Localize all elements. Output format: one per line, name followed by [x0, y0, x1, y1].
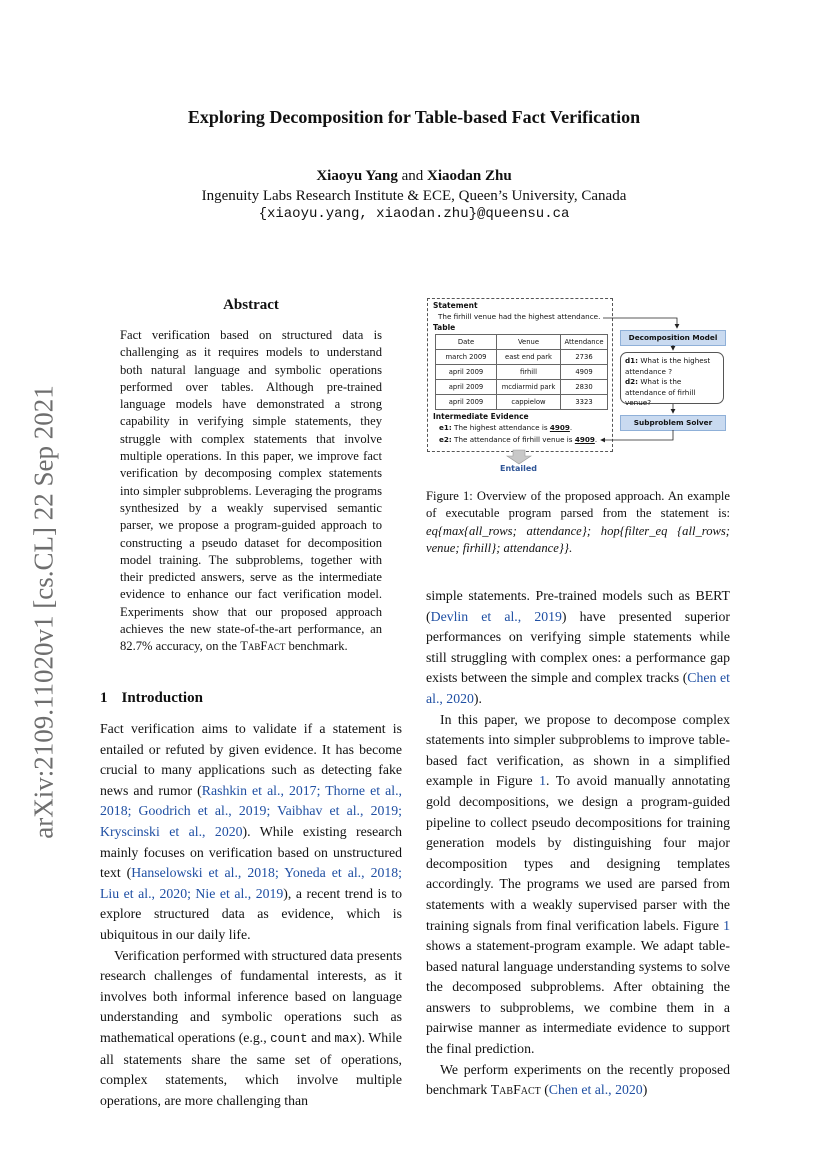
abstract-body — [120, 327, 382, 656]
entailed-label: Entailed — [500, 464, 538, 473]
evidence-e1: e1: The highest attendance is 4909. — [439, 423, 573, 432]
statement-label: Statement — [433, 301, 478, 310]
table-row: march 2009 east end park 2736 — [436, 350, 608, 365]
subproblem-d1: d1: What is the highest attendance ? — [625, 356, 711, 376]
figure-arrows — [427, 296, 737, 481]
author-conjunction: and — [401, 168, 424, 184]
section-number: 1 — [100, 690, 108, 706]
citation-link[interactable]: Devlin et al., 2019 — [430, 608, 562, 624]
abstract-end: benchmark. — [285, 639, 348, 654]
author-1: Xiaoyu Yang — [316, 168, 398, 184]
abstract-heading: Abstract — [223, 297, 279, 313]
column-header: Venue — [497, 335, 561, 350]
table-row: april 2009 firhill 4909 — [436, 365, 608, 380]
authors — [0, 168, 828, 185]
citation-link[interactable]: Rashkin et al., 2017; Thorne et al., 2018; Goodrich et al., 2019; Vaibhav et al., 2019; Kryscinski et al., 2020 — [100, 782, 402, 839]
subproblem-d2: d2: What is the attendance of firhill venue? — [625, 377, 696, 407]
column-header: Attendance — [561, 335, 608, 350]
figure-1-diagram — [427, 296, 737, 481]
intermediate-evidence-label: Intermediate Evidence — [433, 412, 529, 421]
author-emails: {xiaoyu.yang, xiaodan.zhu}@queensu.ca — [258, 206, 570, 222]
citation-link[interactable]: Chen et al., 2020 — [426, 670, 730, 706]
left-column-body — [100, 719, 402, 1111]
arrow-statement-to-decomposition — [603, 318, 677, 328]
right-column-body — [426, 586, 730, 1101]
abstract-text: Fact verification based on structured data is challenging as it requires models to understand both natural language and symbolic operations performed over tables. Although pre-trained language models have demonstrated a strong capability in verifying simple statements, they struggle with complex statements that involve multiple operations. In this paper, we improve fact verification by decomposing complex statements into simpler subproblems. Leveraging the programs synthesized by a weakly supervised semantic parser, we propose a program-guided approach to constructing a pseudo dataset for decomposition model training. The subproblems, together with their predicted answers, serve as the intermediate evidence to enhance our fact verification model. Experiments show that our proposed approach achieves the new state-of-the-art performance, an 82.7% accuracy, on the — [120, 328, 382, 654]
figure-1-caption: Figure 1: Overview of the proposed approach. An example of executable program parsed from the statement is: eq{max{all_rows; attendance}; hop{filter_eq {all_rows; venue; firhill}; attendance}}. — [426, 489, 730, 555]
decomposition-model-box: Decomposition Model — [620, 330, 726, 346]
right-paragraph-2: In this paper, we propose to decompose complex statements into simpler subproblems to improve table-based fact verification, as shown in a simplified example in Figure 1. To avoid manually annotating gold decompositions, we design a program-guided pipeline to collect pseudo decompositions for training generation models by distinguishing four major decomposition types and designing templates accordingly. The programs we used are parsed from statements with a weakly supervised parser with the training signals from final verification labels. Figure 1 shows a statement-program example. We adapt table-based natural language understanding systems to solve the decomposed subproblems. After obtaining the answers to subproblems, we combine them in a pairwise manner as intermediate evidence to support the final prediction. — [426, 711, 730, 1057]
program-expression: eq{max{all_rows; attendance}; hop{filter_eq {all_rows; venue; firhill}; attendance}} — [426, 523, 730, 555]
right-paragraph-1: simple statements. Pre-trained models such as BERT (Devlin et al., 2019) have presented superior performances on verifying simple statements while still struggling with complex ones: a performance gap exists between the simple and complex tracks (Chen et al., 2020). — [426, 588, 730, 706]
statement-text: The firhill venue had the highest attendance. — [438, 312, 601, 321]
citation-link[interactable]: Chen et al., 2020 — [548, 1082, 643, 1098]
arrow-solver-to-evidence — [601, 430, 673, 440]
benchmark-name: TabFact — [490, 1082, 541, 1098]
paper-title: Exploring Decomposition for Table-based Fact Verification — [187, 107, 641, 127]
citation-link[interactable]: Hanselowski et al., 2018; Yoneda et al., 2018; Liu et al., 2020; Nie et al., 2019 — [100, 865, 402, 901]
table-label: Table — [433, 323, 456, 332]
figure-reference-link[interactable]: 1 — [539, 773, 547, 789]
code-max: max — [334, 1031, 358, 1046]
evidence-e2: e2: The attendance of firhill venue is 4909. — [439, 435, 598, 444]
section-title: Introduction — [121, 690, 203, 706]
author-2: Xiaodan Zhu — [427, 168, 512, 184]
column-header: Date — [436, 335, 497, 350]
arxiv-identifier-sidebar: arXiv:2109.11020v1 [cs.CL] 22 Sep 2021 — [28, 385, 59, 839]
figure-reference-link[interactable]: 1 — [723, 917, 730, 933]
right-paragraph-3: We perform experiments on the recently proposed benchmark TabFact (Chen et al., 2020) — [426, 1061, 730, 1098]
affiliation: Ingenuity Labs Research Institute & ECE, Queen’s University, Canada — [201, 188, 627, 204]
table-row: april 2009 cappielow 3323 — [436, 395, 608, 410]
benchmark-name: TabFact — [240, 639, 286, 654]
code-count: count — [270, 1031, 308, 1046]
subproblem-solver-box: Subproblem Solver — [620, 415, 726, 431]
down-arrow-to-entailed — [507, 450, 531, 464]
intro-paragraph-1: Fact verification aims to validate if a statement is entailed or refuted by given evidence. It has become crucial to many applications such as detecting fake news and rumor (Rashkin et al., 2017; Thorne et al., 2018; Goodrich et al., 2019; Vaibhav et al., 2019; Kryscinski et al., 2020). While existing research mainly focuses on verification based on unstructured text (Hanselowski et al., 2018; Yoneda et al., 2018; Liu et al., 2020; Nie et al., 2019), a recent trend is to explore structured data as evidence, which is ubiquitous in our daily life. — [100, 721, 402, 942]
table-row: april 2009 mcdiarmid park 2830 — [436, 380, 608, 395]
section-heading-introduction — [100, 690, 203, 707]
intro-paragraph-2: Verification performed with structured data presents research challenges of fundamental interests, as it involves both informal inference based on language understanding and symbolic operations such as mathematical operations (e.g., count and max). While all statements share the same set of operations, complex statements, which involve multiple operations, are more challenging than — [100, 947, 402, 1108]
